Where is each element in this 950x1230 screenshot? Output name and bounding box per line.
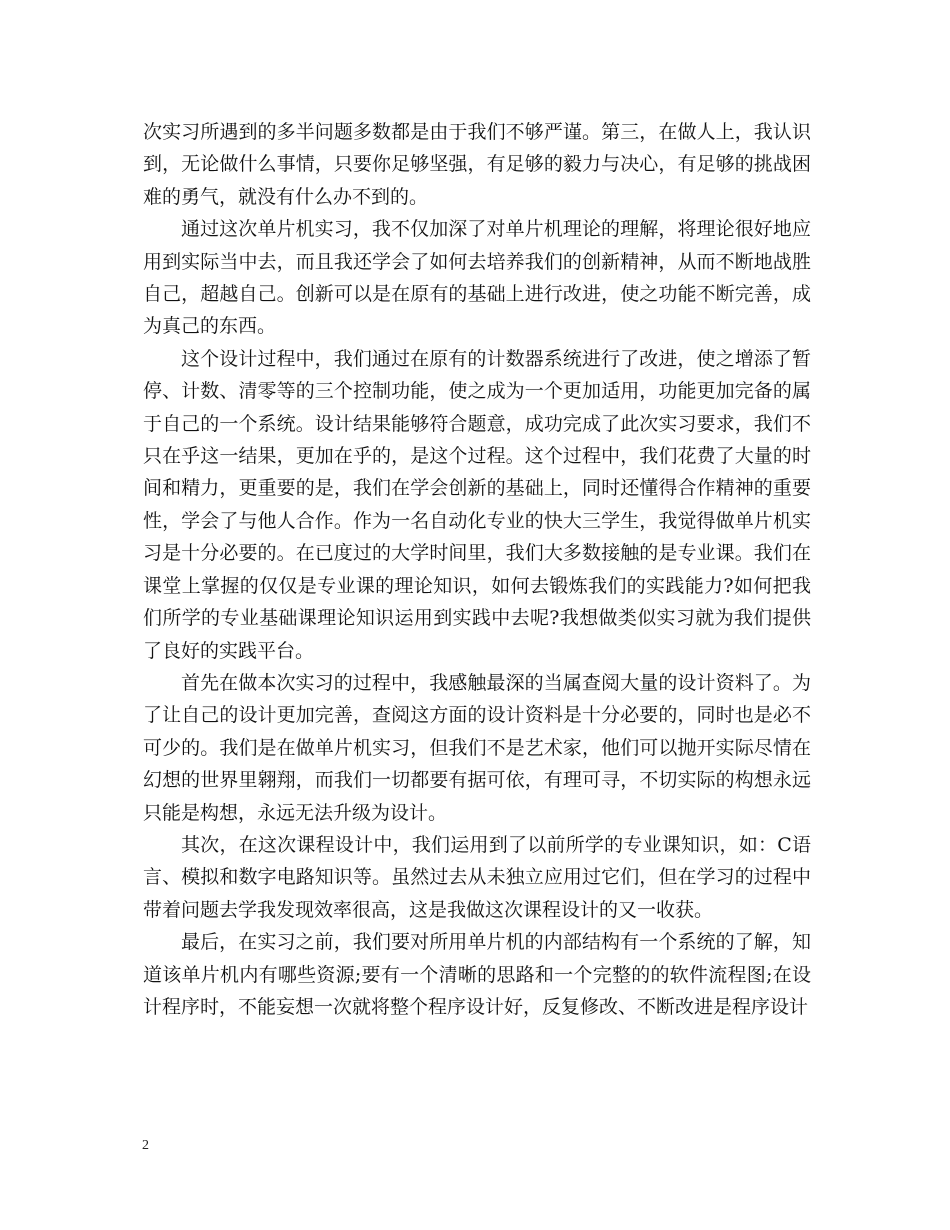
paragraph: 这个设计过程中，我们通过在原有的计数器系统进行了改进，使之增添了暂停、计数、清零等的三个控制功能，使之成为一个更加适用，功能更加完备的属于自己的一个系统。设计结果能够符合题意，成功完成了此次实习要求，我们不只在乎这一结果，更加在乎的，是这个过程。这个过程中，我们花费了大量的时间和精力，更重要的是，我们在学会创新的基础上，同时还懂得合作精神的重要性，学会了与他人合作。作为一名自动化专业的快大三学生，我觉得做单片机实习是十分必要的。在已度过的大学时间里，我们大多数接触的是专业课。我们在课堂上掌握的仅仅是专业课的理论知识，如何去锻炼我们的实践能力?如何把我们所学的专业基础课理论知识运用到实践中去呢?我想做类似实习就为我们提供了良好的实践平台。 — [143, 347, 811, 662]
paragraph: 通过这次单片机实习，我不仅加深了对单片机理论的理解，将理论很好地应用到实际当中去，而且我还学会了如何去培养我们的创新精神，从而不断地战胜自己，超越自己。创新可以是在原有的基础上进行改进，使之功能不断完善，成为真己的东西。 — [143, 218, 811, 338]
paragraph-continuation: 次实习所遇到的多半问题多数都是由于我们不够严谨。第三，在做人上，我认识到，无论做什么事情，只要你足够坚强，有足够的毅力与决心，有足够的挑战困难的勇气，就没有什么办不到的。 — [143, 121, 811, 208]
paragraph: 最后，在实习之前，我们要对所用单片机的内部结构有一个系统的了解，知道该单片机内有哪些资源;要有一个清晰的思路和一个完整的的软件流程图;在设计程序时，不能妄想一次就将整个程序设计好，反复修改、不断改进是程序设计 — [143, 931, 811, 1018]
page-number: 2 — [142, 1138, 149, 1153]
body-text — [143, 116, 811, 1023]
paragraph: 首先在做本次实习的过程中，我感触最深的当属查阅大量的设计资料了。为了让自己的设计更加完善，查阅这方面的设计资料是十分必要的，同时也是必不可少的。我们是在做单片机实习，但我们不是艺术家，他们可以抛开实际尽情在幻想的世界里翱翔，而我们一切都要有据可依，有理可寻，不切实际的构想永远只能是构想，永远无法升级为设计。 — [143, 671, 811, 824]
paragraph: 其次，在这次课程设计中，我们运用到了以前所学的专业课知识，如：C语言、模拟和数字电路知识等。虽然过去从未独立应用过它们，但在学习的过程中带着问题去学我发现效率很高，这是我做这次课程设计的又一收获。 — [143, 833, 811, 921]
